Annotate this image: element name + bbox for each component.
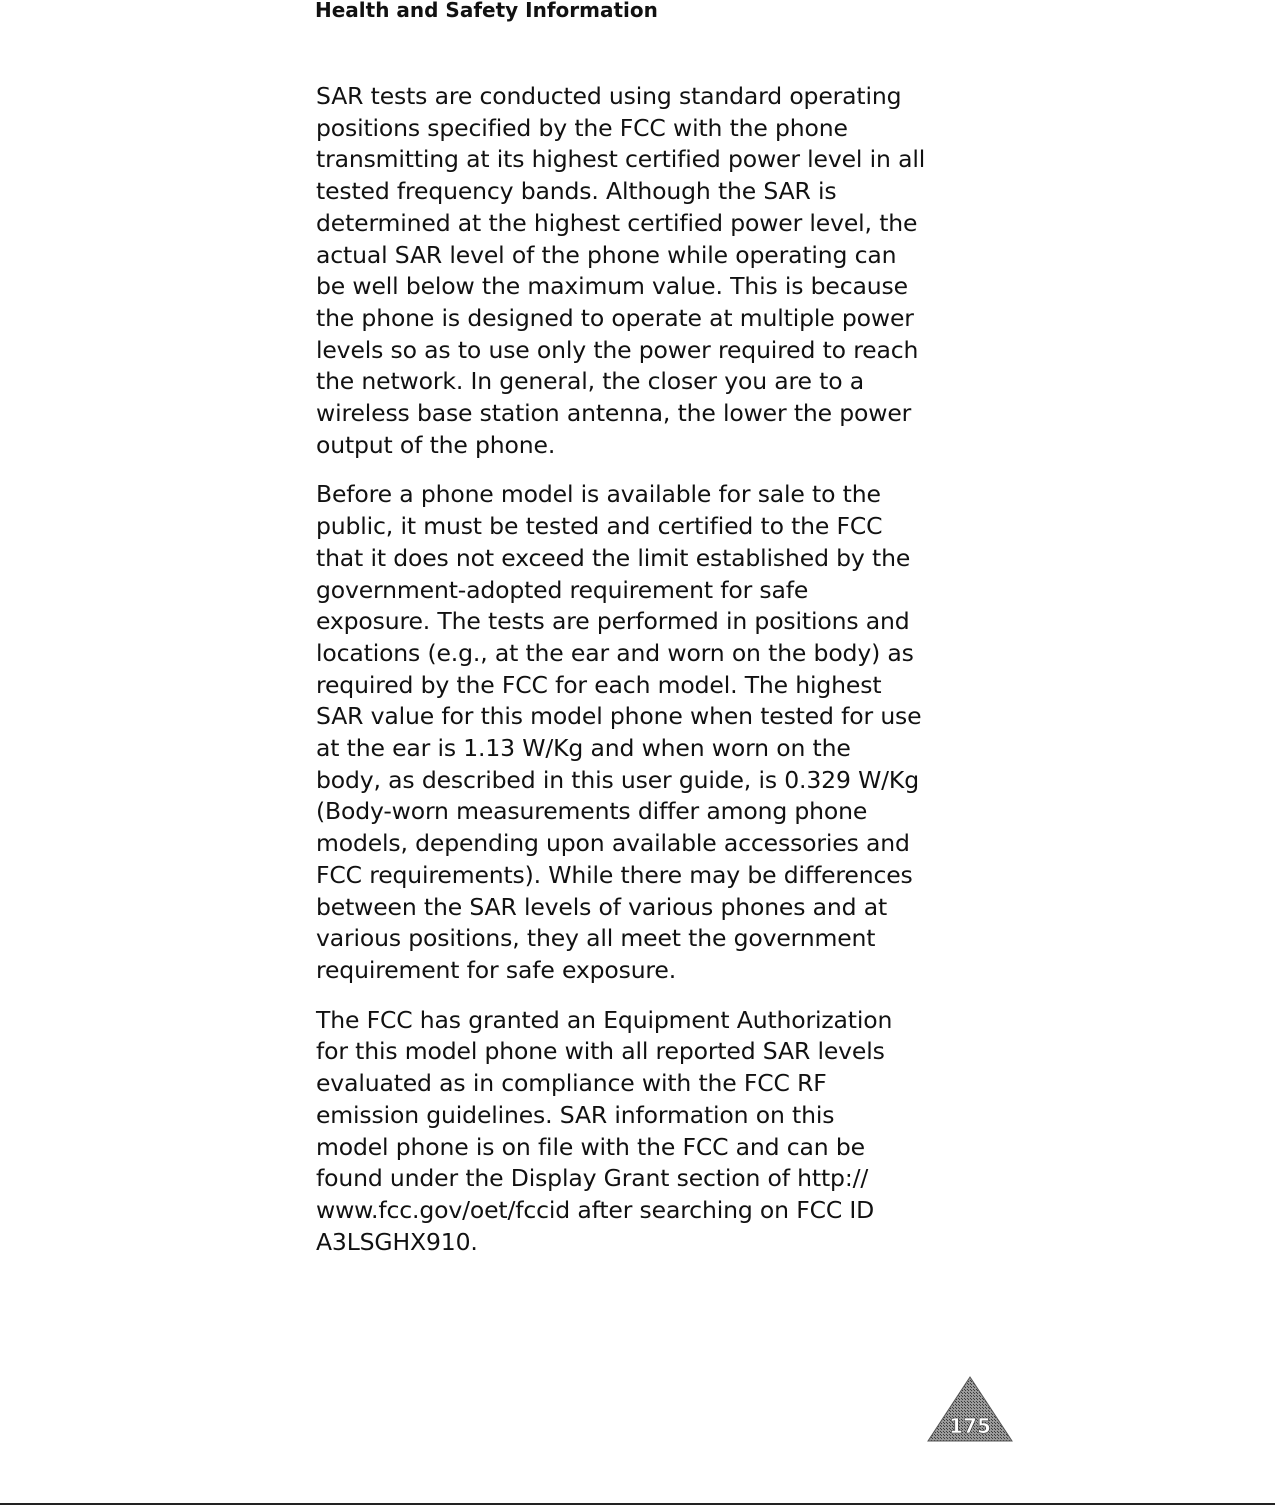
document-body (316, 81, 966, 1276)
text-line: public, it must be tested and certified to the FCC (316, 512, 883, 541)
text-line: Before a phone model is available for sale to the (316, 480, 881, 509)
text-line: FCC requirements). While there may be differences (316, 860, 913, 889)
text-line: that it does not exceed the limit established by the (316, 543, 911, 572)
bottom-divider (0, 1503, 1275, 1505)
text-line: exposure. The tests are performed in positions and (316, 607, 910, 636)
text-line: determined at the highest certified power level, the (316, 208, 918, 237)
text-line: required by the FCC for each model. The highest (316, 670, 882, 699)
text-line: tested frequency bands. Although the SAR is (316, 177, 837, 206)
text-line: SAR tests are conducted using standard operating (316, 82, 902, 110)
paragraph-sar-certification (316, 479, 966, 986)
text-line: positions specified by the FCC with the phone (316, 113, 848, 142)
text-line: transmitting at its highest certified power level in all (316, 145, 926, 174)
page-number: 175 (949, 1414, 991, 1438)
text-line: evaluated as in compliance with the FCC RF (316, 1069, 827, 1098)
text-line: The FCC has granted an Equipment Authorization (316, 1005, 893, 1034)
text-line: models, depending upon available accessories and (316, 829, 910, 858)
text-line: locations (e.g., at the ear and worn on the body) as (316, 638, 914, 667)
text-line: (Body-worn measurements differ among phone (316, 797, 868, 826)
text-line: various positions, they all meet the government (316, 924, 876, 953)
text-line: output of the phone. (316, 430, 556, 459)
text-line: SAR value for this model phone when tested for use (316, 702, 922, 731)
text-line: A3LSGHX910. (316, 1227, 478, 1256)
text-line: actual SAR level of the phone while operating can (316, 240, 897, 269)
text-line: found under the Display Grant section of http:// (316, 1164, 869, 1193)
text-line: www.fcc.gov/oet/fccid after searching on FCC ID (316, 1195, 875, 1224)
text-line: levels so as to use only the power required to reach (316, 335, 919, 364)
paragraph-fcc-authorization (316, 1005, 966, 1259)
text-line: at the ear is 1.13 W/Kg and when worn on the (316, 734, 851, 763)
text-line: emission guidelines. SAR information on this (316, 1100, 835, 1129)
text-line: for this model phone with all reported SAR levels (316, 1037, 885, 1066)
paragraph-sar-tests (316, 81, 966, 461)
text-line: requirement for safe exposure. (316, 955, 677, 984)
text-line: body, as described in this user guide, is 0.329 W/Kg (316, 765, 919, 794)
text-line: the phone is designed to operate at multiple power (316, 303, 914, 332)
text-line: between the SAR levels of various phones and at (316, 892, 888, 921)
text-line: government-adopted requirement for safe (316, 575, 809, 604)
triangle-page-marker-icon (926, 1375, 1014, 1443)
text-line: the network. In general, the closer you are to a (316, 367, 865, 396)
text-line: be well below the maximum value. This is because (316, 272, 908, 301)
text-line: model phone is on file with the FCC and can be (316, 1132, 865, 1161)
page-header-title: Health and Safety Information (315, 0, 658, 22)
text-line: wireless base station antenna, the lower the power (316, 399, 912, 428)
page-number-marker (926, 1375, 1014, 1443)
